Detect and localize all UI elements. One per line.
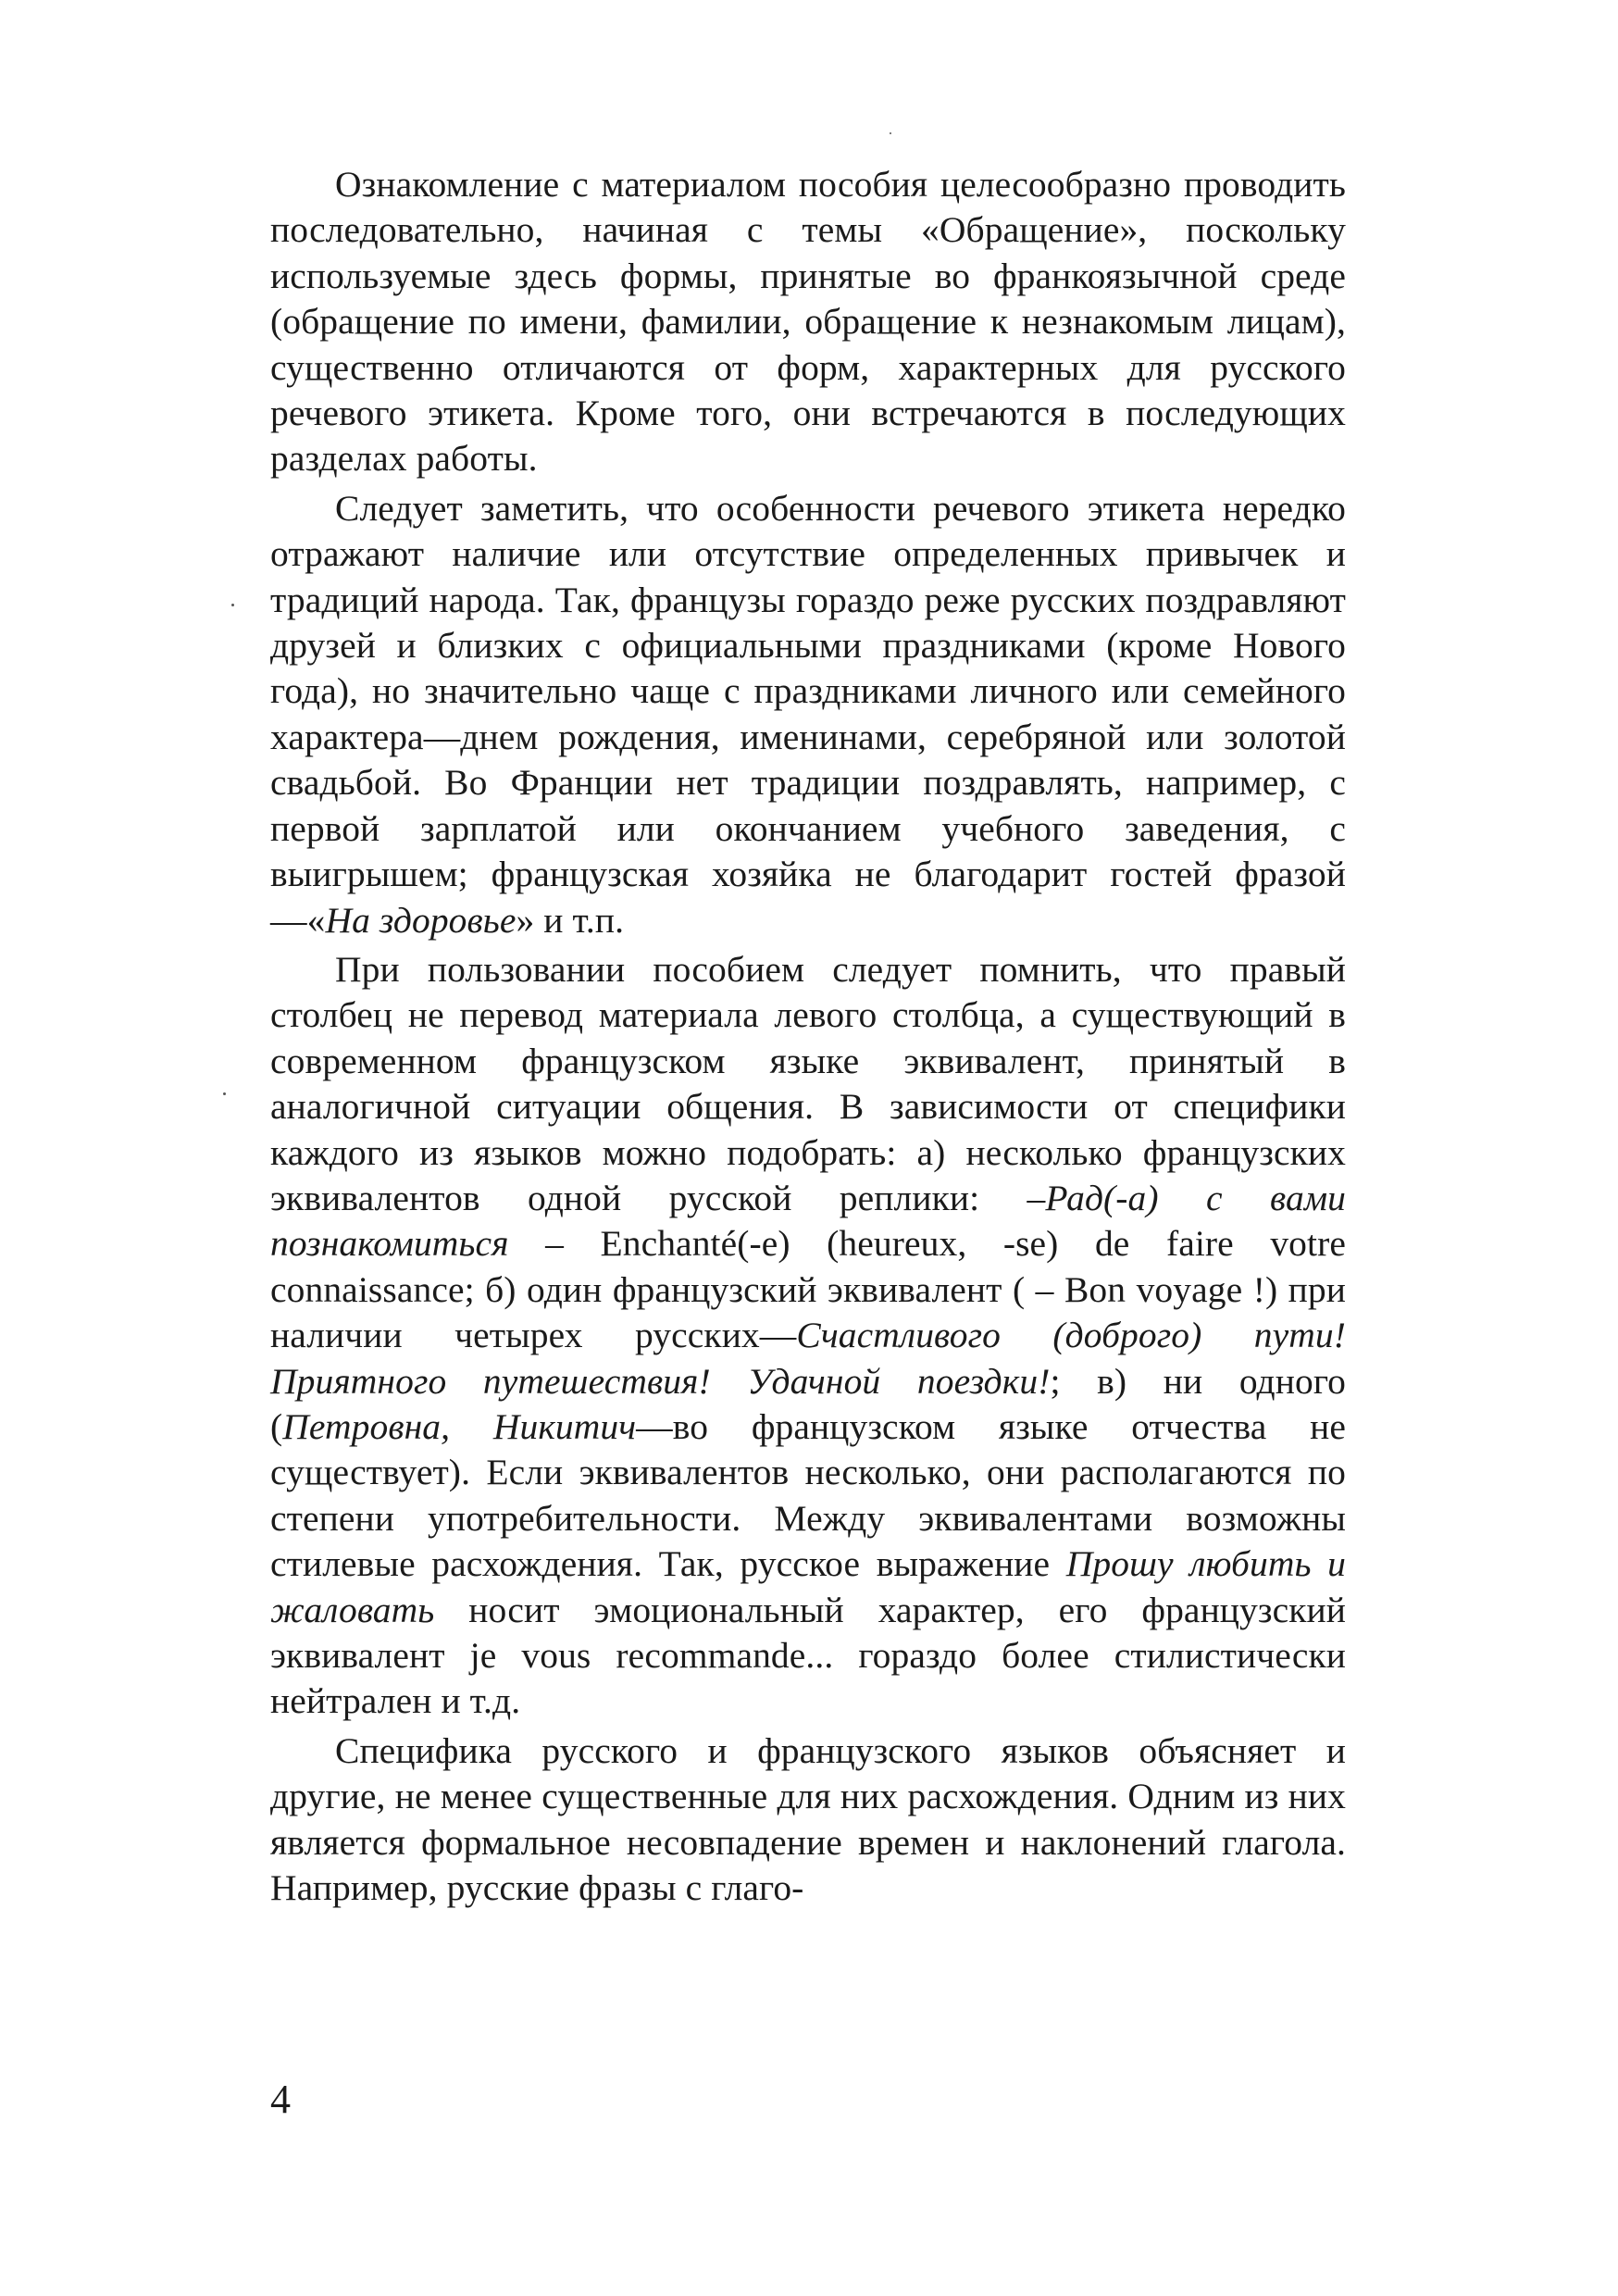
paragraph-2	[270, 486, 1346, 943]
paragraph-2-italic-phrase: На здоровье	[325, 899, 517, 941]
scan-speck	[231, 604, 234, 606]
paragraph-3-italic-example-3: Петровна, Никитич	[282, 1405, 637, 1447]
paragraph-3-italic-example-2: Счастливого (доброго) пути! Приятного путешествия! Удачной поездки!	[270, 1315, 1346, 1402]
paragraph-3-text-e: носит эмоциональный характер, его французский эквивалент je vous recommande... гораздо более стилистически нейтрален и т.д.	[270, 1589, 1346, 1722]
paragraph-3-italic-example-1: Рад(-а) с вами познакомиться	[270, 1177, 1346, 1265]
paragraph-4	[270, 1728, 1346, 1912]
paragraph-1-text: Ознакомление с материалом пособия целесообразно проводить последовательно, начиная с темы «Обращение», поскольку используемые здесь формы, принятые во франкоязычной среде (обращение по имени, фамилии, обращение к незнакомым лицам), существенно отличаются от форм, характерных для русского речевого этикета. Кроме того, они встречаются в последующих разделах работы.	[270, 164, 1346, 480]
page-body	[270, 162, 1346, 1911]
page-number: 4	[270, 2077, 291, 2122]
paragraph-3	[270, 947, 1346, 1725]
paragraph-2-text-b: » и т.п.	[516, 899, 625, 941]
scan-speck	[223, 1092, 226, 1095]
paragraph-3-text-a: При пользовании пособием следует помнить, что правый столбец не перевод материала левого столбца, а существующий в современном французском языке эквивалент, принятый в аналогичной ситуации общения. В зависимости от специфики каждого из языков можно подобрать: а) несколько французских эквивалентов одной русской реплики: –	[270, 948, 1346, 1218]
paragraph-3-text-c: ; в) ни одного (	[270, 1360, 1346, 1447]
paragraph-3-text-b: – Enchanté(-e) (heureux, -se) de faire votre connaissance; б) один французский эквивалент ( – Bon voyage !) при наличии четырех русских—	[270, 1223, 1346, 1356]
paragraph-2-text-a: Следует заметить, что особенности речевого этикета нередко отражают наличие или отсутствие определенных привычек и традиций народа. Так, французы гораздо реже русских поздравляют друзей и близких с официальными праздниками (кроме Нового года), но значительно чаще с праздниками личного или семейного характера—днем рождения, именинами, серебряной или золотой свадьбой. Во Франции нет традиции поздравлять, например, с первой зарплатой или окончанием учебного заведения, с выигрышем; французская хозяйка не благодарит гостей фразой—«	[270, 487, 1346, 941]
paragraph-3-text-d: —во французском языке отчества не существует). Если эквивалентов несколько, они располагаются по степени употребительности. Между эквивалентами возможны стилевые расхождения. Так, русское выражение	[270, 1405, 1346, 1585]
scan-speck	[890, 132, 891, 134]
paragraph-4-text: Специфика русского и французского языков объясняет и другие, не менее существенные для них расхождения. Одним из них является формальное несовпадение времен и наклонений глагола. Например, русские фразы с глаго-	[270, 1729, 1346, 1909]
paragraph-3-italic-example-4: Прошу любить и жаловать	[270, 1543, 1347, 1630]
paragraph-1	[270, 162, 1346, 482]
